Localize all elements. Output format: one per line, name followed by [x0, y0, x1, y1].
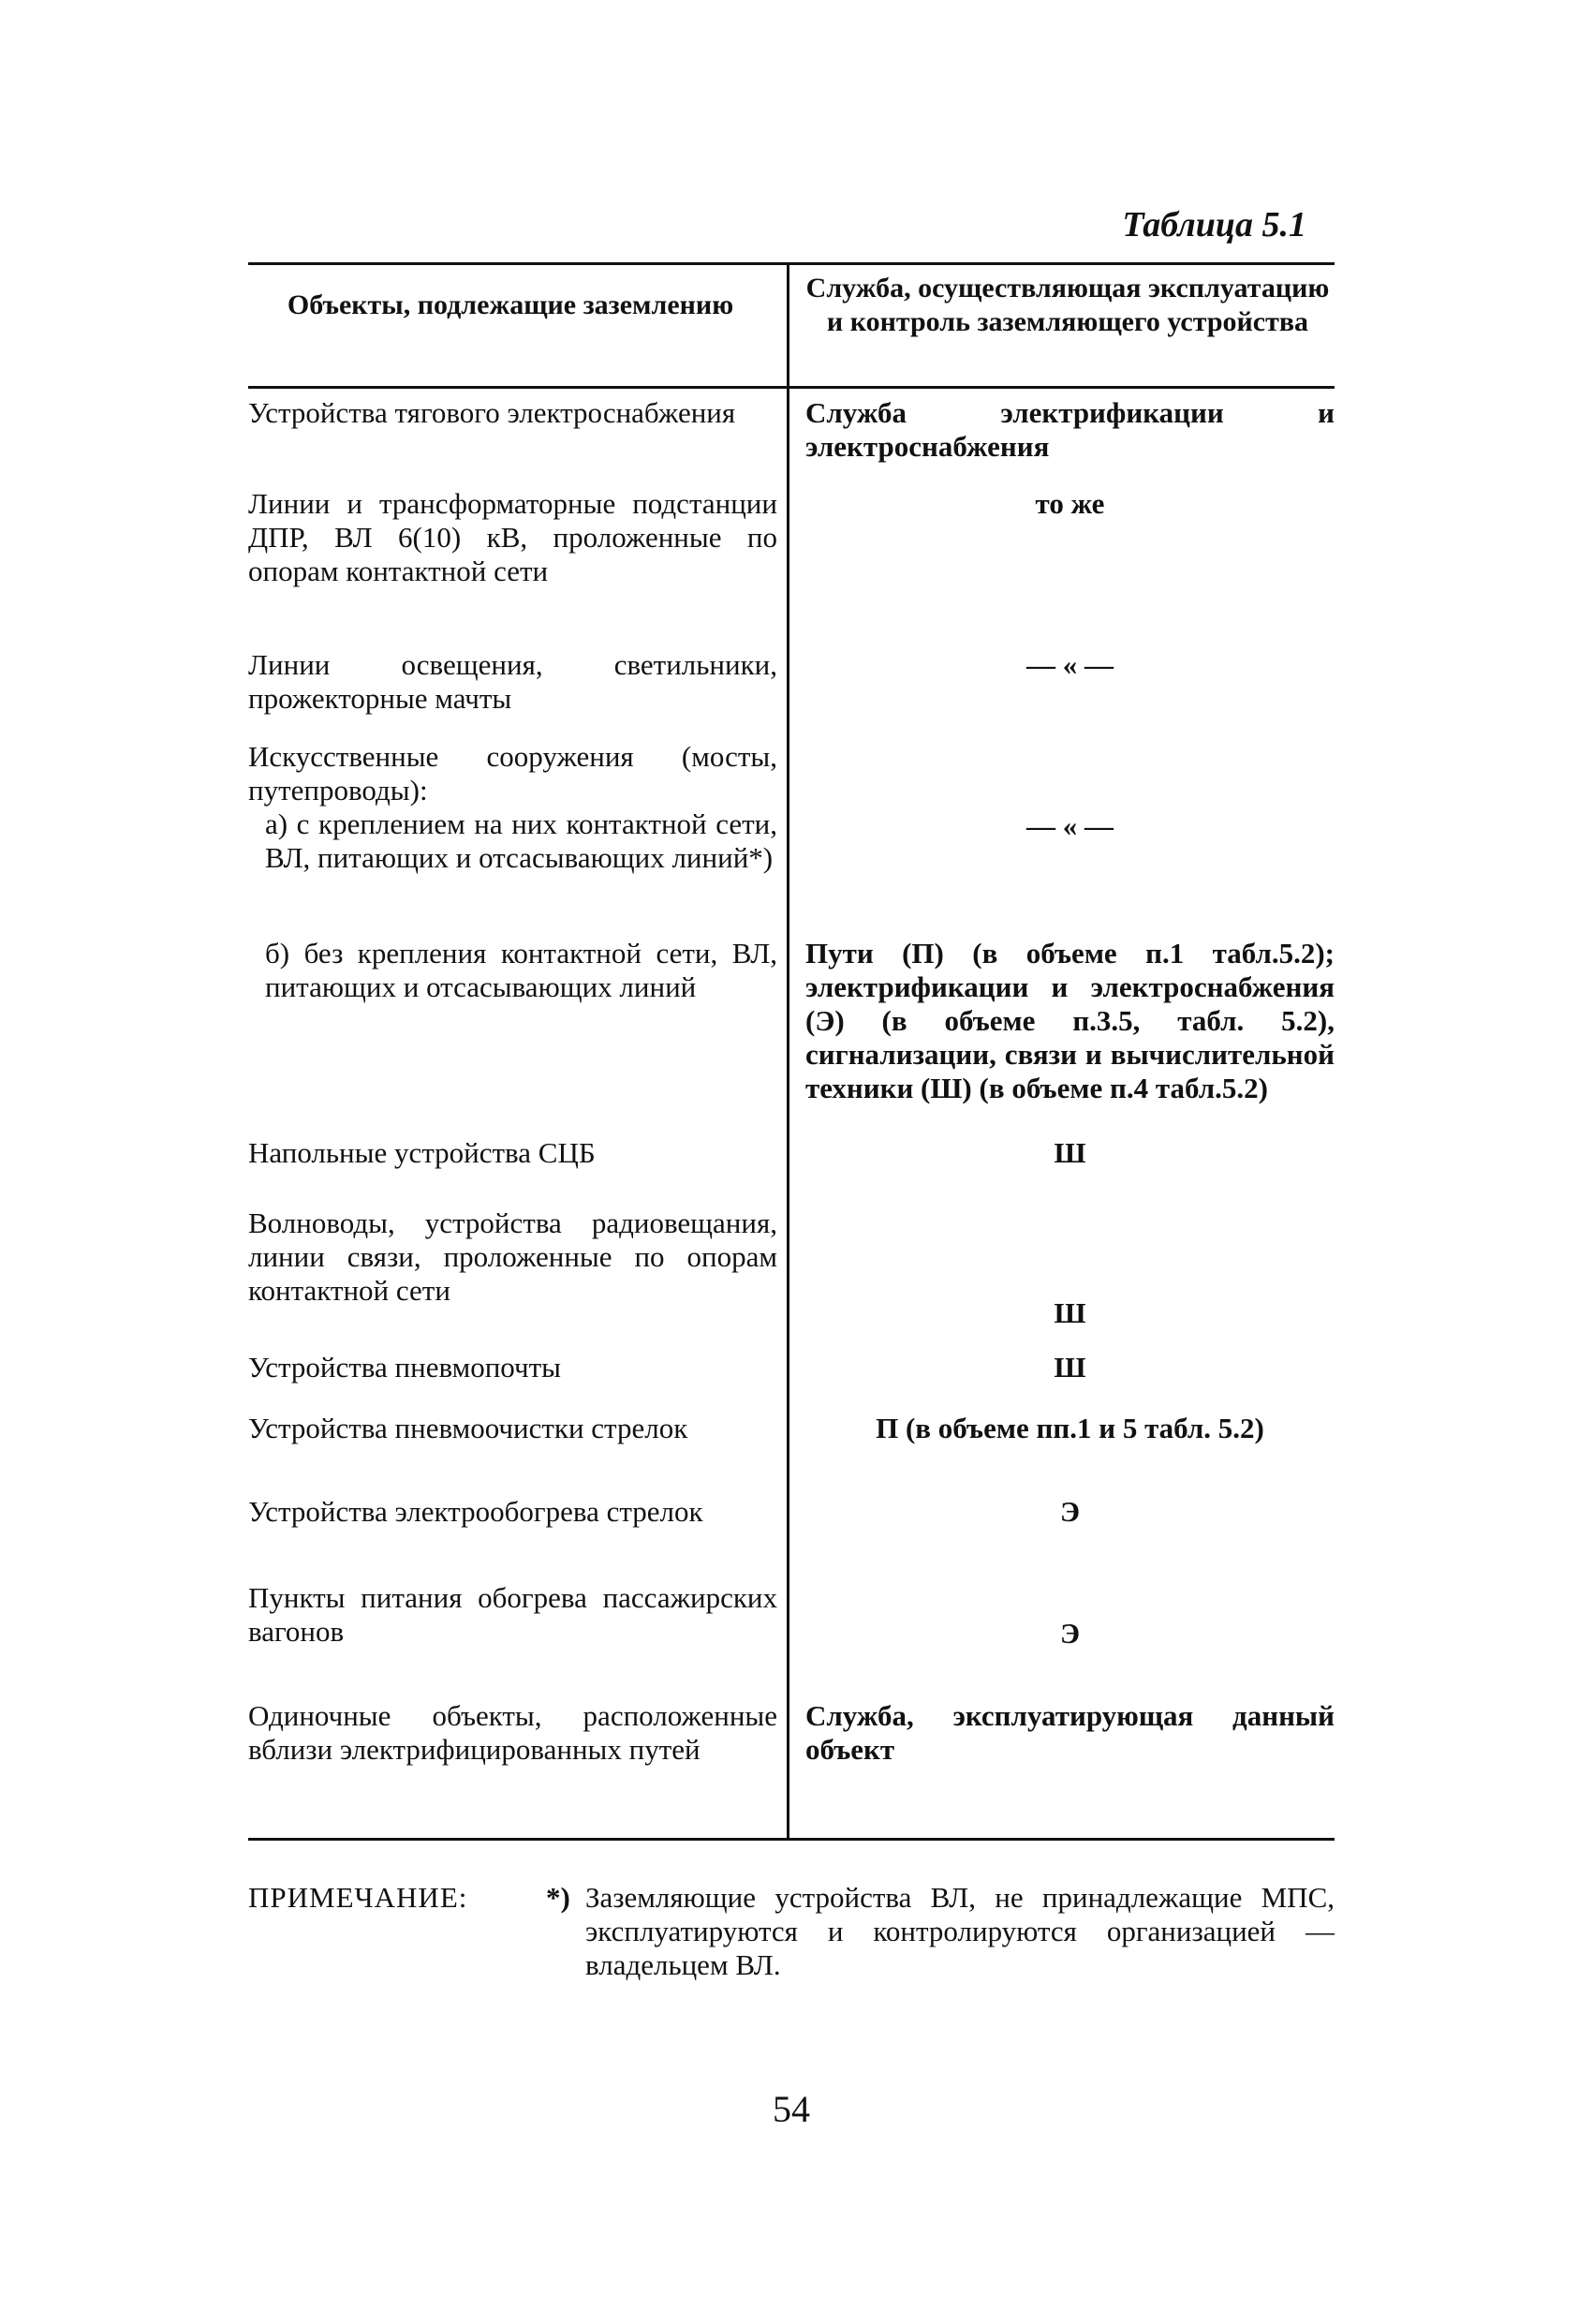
table-row-service: П (в объеме пп.1 и 5 табл. 5.2) [876, 1412, 1264, 1444]
table-row-service: Служба, эксплуатирующая данный объект [805, 1699, 1335, 1766]
table-row-object: Линии и трансформаторные подстанции ДПР, ВЛ 6(10) кВ, проложенные по опорам контактной сети [248, 487, 777, 587]
table-row-service: Пути (П) (в объеме п.1 табл.5.2); электрификации и электроснабжения (Э) (в объеме п.3.5, табл. 5.2), сигнализации, связи и вычислительной техники (Ш) (в объеме п.4 табл.5.2) [805, 937, 1335, 1104]
table-row-object: Напольные устройства СЦБ [248, 1136, 596, 1169]
table-row-service: Э [1059, 1617, 1081, 1650]
table-header-rule [248, 386, 1335, 389]
footnote-text: Заземляющие устройства ВЛ, не принадлежащие МПС, эксплуатируются и контролируются организацией — владельцем ВЛ. [585, 1881, 1335, 1981]
table-top-rule [248, 262, 1335, 265]
table-row-service: Ш [1054, 1351, 1086, 1384]
object-subitem: б) без крепления контактной сети, ВЛ, питающих и отсасывающих линий [265, 937, 777, 1003]
footnote-label: ПРИМЕЧАНИЕ: [248, 1881, 468, 1914]
table-row-object: Волноводы, устройства радиовещания, линии связи, проложенные по опорам контактной сети [248, 1206, 777, 1307]
column-divider [787, 262, 789, 1840]
footnote-marker: *) [546, 1881, 570, 1914]
table-row-service: Ш [1054, 1296, 1086, 1329]
table-row-object: Одиночные объекты, расположенные вблизи электрифицированных путей [248, 1699, 777, 1766]
header-objects: Объекты, подлежащие заземлению [287, 289, 734, 320]
table-row-object: Линии освещения, светильники, прожекторные мачты [248, 648, 777, 715]
table-row-service: Э [1059, 1495, 1081, 1528]
table-caption: Таблица 5.1 [1122, 205, 1306, 244]
table-row-service: Служба электрификации и электроснабжения [805, 396, 1335, 463]
table-row-service: Ш [1054, 1136, 1086, 1169]
table-row-object [248, 937, 777, 1004]
table-row-object [248, 740, 777, 875]
table-row-object: Устройства электрообогрева стрелок [248, 1495, 703, 1528]
page-number: 54 [773, 2088, 810, 2130]
object-subitem: а) с креплением на них контактной сети, ВЛ, питающих и отсасывающих линий*) [265, 807, 777, 874]
table-row-service: — « — [1026, 648, 1114, 681]
table-row-service: то же [1035, 487, 1105, 520]
table-row-object: Устройства пневмоочистки стрелок [248, 1412, 688, 1444]
table-row-object: Устройства пневмопочты [248, 1351, 561, 1384]
table-row-service: — « — [1026, 809, 1114, 842]
table-bottom-rule [248, 1838, 1335, 1841]
header-service: Служба, осуществляющая эксплуатацию и контроль заземляющего устройства [805, 273, 1330, 337]
table-row-object: Устройства тягового электроснабжения [248, 396, 736, 429]
object-heading: Искусственные сооружения (мосты, путепроводы): [248, 740, 777, 807]
table-row-object: Пункты питания обогрева пассажирских вагонов [248, 1581, 777, 1648]
